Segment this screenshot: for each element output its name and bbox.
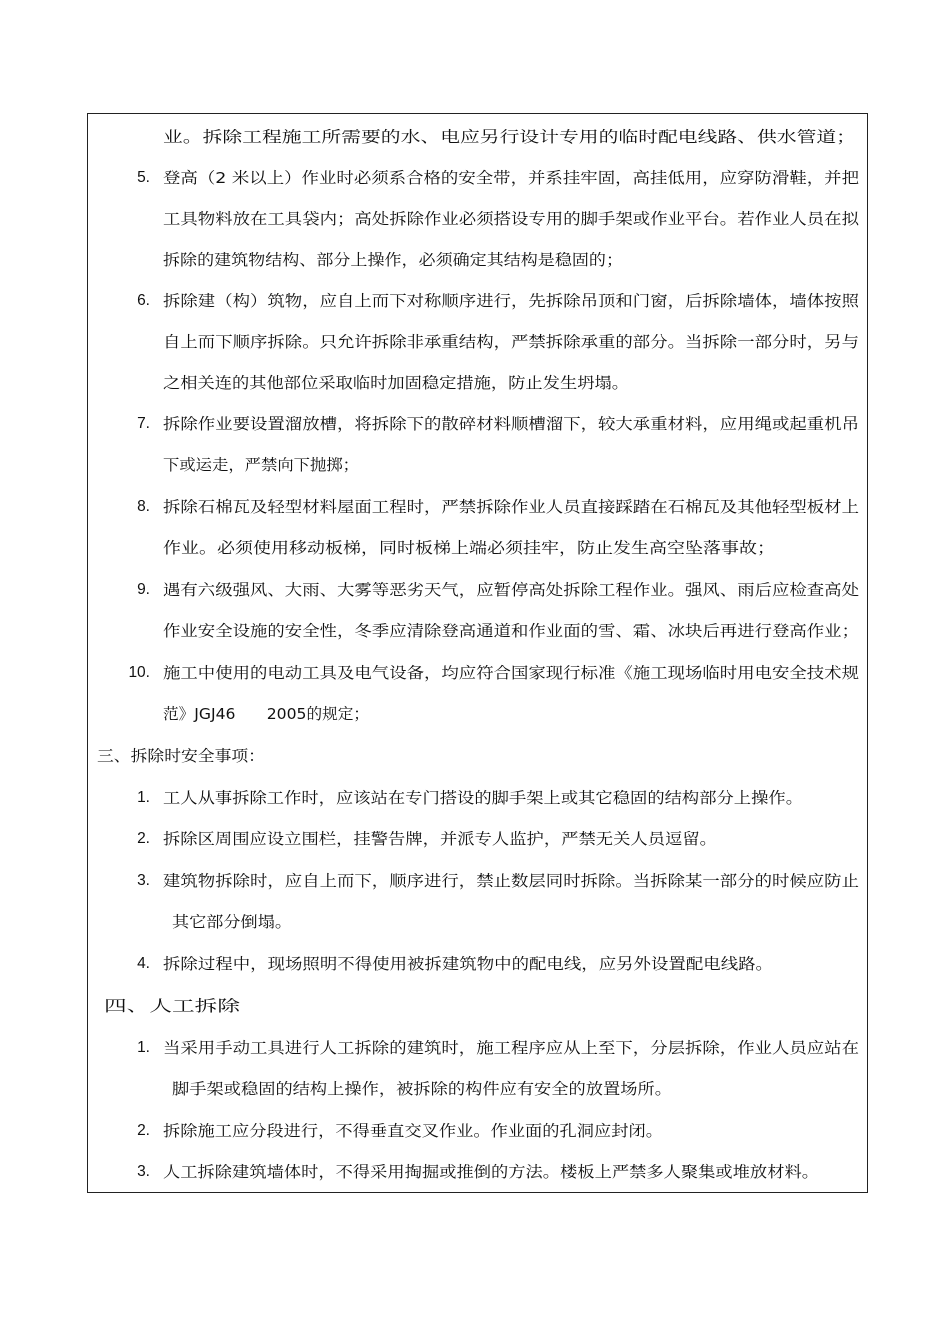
list-item-text: 拆除施工应分段进行，不得垂直交叉作业。作业面的孔洞应封闭。 xyxy=(163,1122,663,1140)
text-line: 脚手架或稳固的结构上操作，被拆除的构件应有安全的放置场所。 xyxy=(172,1080,672,1098)
list-item-text: 人工拆除建筑墙体时，不得采用掏掘或推倒的方法。楼板上严禁多人聚集或堆放材料。 xyxy=(163,1163,819,1181)
text-line: 业。拆除工程施工所需要的水、电应另行设计专用的临时配电线路、供水管道； xyxy=(163,128,856,146)
list-item-text: 工人从事拆除工作时，应该站在专门搭设的脚手架上或其它稳固的结构部分上操作。 xyxy=(163,789,803,807)
list-item-text: 登高（2 米以上）作业时必须系合格的安全带，并系挂牢固，高挂低用，应穿防滑鞋，并把 xyxy=(163,169,860,187)
list-item-text: 拆除过程中，现场照明不得使用被拆建筑物中的配电线，应另外设置配电线路。 xyxy=(163,955,773,973)
text-line: 四、人工拆除 xyxy=(104,997,240,1015)
text-line: 作业安全设施的安全性，冬季应清除登高通道和作业面的雪、霜、冰块后再进行登高作业； xyxy=(163,622,859,640)
text-line: 范》JGJ46 2005的规定； xyxy=(163,705,369,723)
list-number: 6. xyxy=(137,292,150,309)
list-number: 1. xyxy=(137,789,150,806)
list-item-text: 建筑物拆除时，应自上而下，顺序进行，禁止数层同时拆除。当拆除某一部分的时候应防止 xyxy=(163,872,859,890)
list-item-text: 拆除作业要设置溜放槽，将拆除下的散碎材料顺槽溜下，较大承重材料，应用绳或起重机吊 xyxy=(163,415,859,433)
list-number: 2. xyxy=(137,830,150,847)
list-number: 4. xyxy=(137,955,150,972)
content-frame xyxy=(87,113,868,1193)
text-line: 拆除的建筑物结构、部分上操作，必须确定其结构是稳固的； xyxy=(163,251,623,269)
list-number: 7. xyxy=(137,415,150,432)
list-number: 3. xyxy=(137,1163,150,1180)
text-line: 之相关连的其他部位采取临时加固稳定措施，防止发生坍塌。 xyxy=(163,374,629,392)
list-number: 8. xyxy=(137,498,150,515)
list-number: 9. xyxy=(137,581,150,598)
list-item-text: 当采用手动工具进行人工拆除的建筑时，施工程序应从上至下，分层拆除，作业人员应站在 xyxy=(163,1039,859,1057)
list-item-text: 拆除建（构）筑物，应自上而下对称顺序进行，先拆除吊顶和门窗，后拆除墙体，墙体按照 xyxy=(163,292,859,310)
list-item-text: 遇有六级强风、大雨、大雾等恶劣天气，应暂停高处拆除工程作业。强风、雨后应检查高处 xyxy=(163,581,859,599)
list-item-text: 拆除石棉瓦及轻型材料屋面工程时，严禁拆除作业人员直接踩踏在石棉瓦及其他轻型板材上 xyxy=(163,498,859,516)
text-line: 三、拆除时安全事项： xyxy=(97,747,265,765)
list-number: 10. xyxy=(128,664,150,681)
text-line: 自上而下顺序拆除。只允许拆除非承重结构，严禁拆除承重的部分。当拆除一部分时，另与 xyxy=(163,333,859,351)
list-number: 1. xyxy=(137,1039,150,1056)
list-number: 3. xyxy=(137,872,150,889)
text-line: 其它部分倒塌。 xyxy=(172,913,292,931)
text-line: 工具物料放在工具袋内；高处拆除作业必须搭设专用的脚手架或作业平台。若作业人员在拟 xyxy=(163,210,859,228)
list-number: 2. xyxy=(137,1122,150,1139)
text-line: 作业。必须使用移动板梯，同时板梯上端必须挂牢，防止发生高空坠落事故； xyxy=(163,539,775,557)
list-number: 5. xyxy=(137,169,150,186)
list-item-text: 拆除区周围应设立围栏，挂警告牌，并派专人监护，严禁无关人员逗留。 xyxy=(163,830,717,848)
list-item-text: 施工中使用的电动工具及电气设备，均应符合国家现行标准《施工现场临时用电安全技术规 xyxy=(163,664,859,682)
text-line: 下或运走，严禁向下抛掷； xyxy=(163,456,359,474)
